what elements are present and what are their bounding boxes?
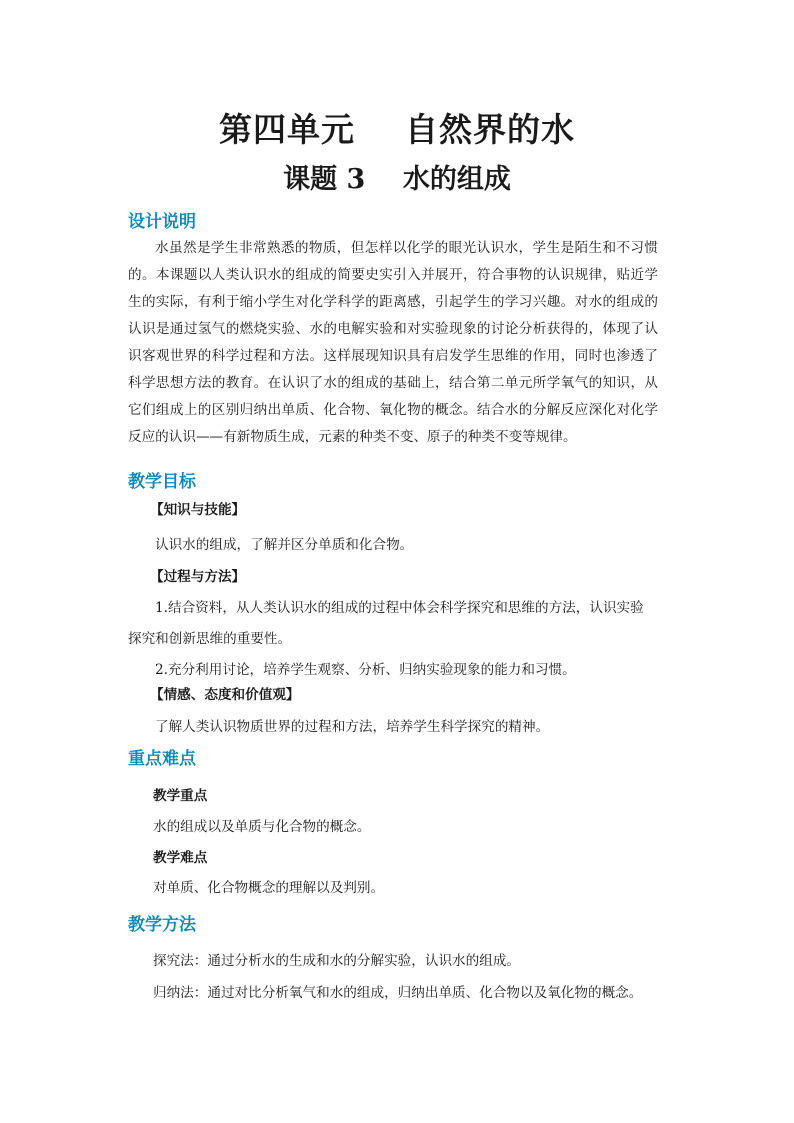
key-points-heading: 重点难点 — [128, 749, 196, 769]
process-item-1-line-2: 探究和创新思维的重要性。 — [128, 631, 292, 647]
emotion-text: 了解人类认识物质世界的过程和方法，培养学生科学探究的精神。 — [155, 719, 550, 735]
goals-heading: 教学目标 — [128, 472, 196, 492]
method-item-2: 归纳法：通过对比分析氧气和水的组成，归纳出单质、化合物以及氧化物的概念。 — [153, 985, 643, 1001]
method-item-1: 探究法：通过分析水的生成和水的分解实验，认识水的组成。 — [153, 953, 521, 969]
page-title: 第四单元 自然界的水 — [219, 110, 575, 149]
knowledge-text: 认识水的组成，了解并区分单质和化合物。 — [155, 537, 414, 553]
lesson-subtitle: 课题 3 水的组成 — [283, 164, 511, 195]
design-paragraph: 水虽然是学生非常熟悉的物质，但怎样以化学的眼光认识水，学生是陌生和不习惯的。本课题以人类认识水的组成的简要史实引入并展开，符合事物的认识规律，贴近学生的实际，有利于缩小学生对化学科学的距离感，引起学生的学习兴趣。对水的组成的认识是通过氢气的燃烧实验、水的电解实验和对实验现象的讨论分析获得的，体现了认识客观世界的科学过程和方法。这样展现知识具有启发学生思维的作用，同时也渗透了科学思想方法的教育。在认识了水的组成的基础上，结合第二单元所学氧气的知识，从它们组成上的区别归纳出单质、化合物、氧化物的概念。结合水的分解反应深化对化学反应的认识——有新物质生成，元素的种类不变、原子的种类不变等规律。 — [128, 240, 658, 445]
focus-label: 教学重点 — [153, 788, 208, 804]
process-item-2: 2.充分利用讨论，培养学生观察、分析、归纳实验现象的能力和习惯。 — [155, 662, 576, 678]
design-heading: 设计说明 — [128, 212, 196, 232]
methods-heading: 教学方法 — [128, 915, 196, 935]
knowledge-label: 【知识与技能】 — [150, 502, 246, 518]
process-label: 【过程与方法】 — [150, 569, 246, 585]
process-item-1-line-1: 1.结合资料，从人类认识水的组成的过程中体会科学探究和思维的方法，认识实验 — [155, 600, 644, 616]
difficulty-label: 教学难点 — [153, 850, 208, 866]
difficulty-text: 对单质、化合物概念的理解以及判别。 — [153, 880, 385, 896]
focus-text: 水的组成以及单质与化合物的概念。 — [153, 819, 371, 835]
emotion-label: 【情感、态度和价值观】 — [150, 687, 300, 703]
